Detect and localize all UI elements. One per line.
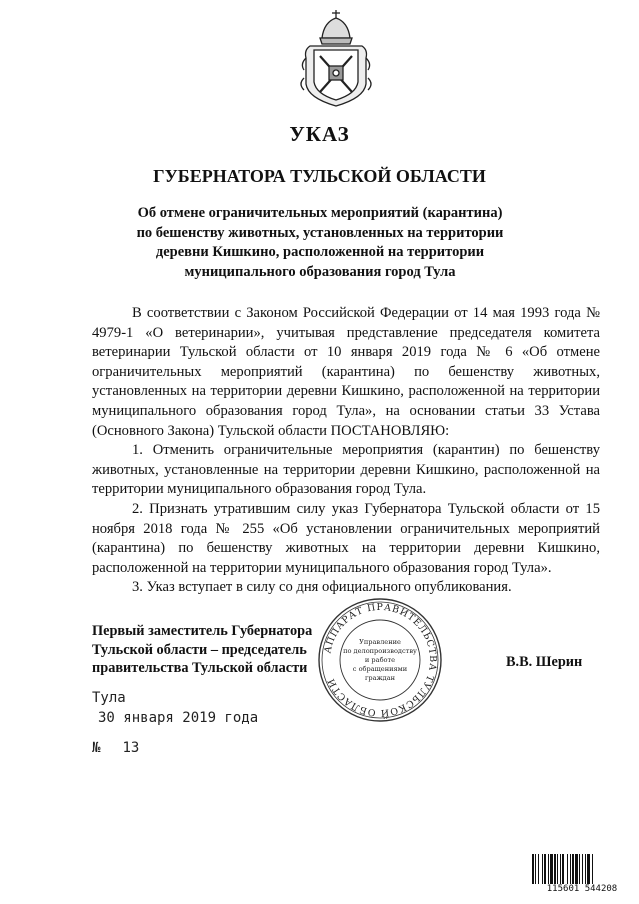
barcode-bar xyxy=(567,854,568,884)
barcode-bar xyxy=(570,854,571,884)
stamp-center-line: по делопроизводству xyxy=(343,647,417,655)
barcode-bar xyxy=(532,854,534,884)
document-subject xyxy=(100,204,540,282)
barcode-bar xyxy=(550,854,553,884)
barcode-bar xyxy=(554,854,556,884)
body-paragraph-preamble: В соответствии с Законом Российской Федерации от 14 мая 1993 года № 4979-1 «О ветеринарии», учитывая представление председателя комитета ветеринарии Тульской области от 10 января 2019 года № 6 «Об отмене ограничительных мероприятий (карантина) по бешенству животных, установленных на территории деревни Кишкино, расположенной на территории муниципального образования город Тула», на основании статьи 33 Устава (Основного Закона) Тульской области ПОСТАНОВЛЯЮ: xyxy=(92,305,600,439)
stamp-ring-text: АППАРАТ ПРАВИТЕЛЬСТВА ТУЛЬСКОЙ ОБЛАСТИ xyxy=(322,601,439,719)
barcode-bar xyxy=(542,854,543,884)
barcode-bar xyxy=(587,854,590,884)
barcode-bar xyxy=(548,854,549,884)
body-paragraph-1: 1. Отменить ограничительные мероприятия (карантин) по бешенству животных, установленные на территории деревни Кишкино, расположенной на территории муниципального образования город Тула. xyxy=(92,442,600,498)
document-body xyxy=(92,304,600,598)
issue-date: 30 января 2019 года xyxy=(98,710,259,726)
barcode-bar xyxy=(582,854,583,884)
document-title: УКАЗ xyxy=(289,122,350,146)
stamp-center-line: Управление xyxy=(359,638,401,646)
official-stamp xyxy=(316,596,444,724)
stamp-center-line: с обращениями xyxy=(352,665,408,673)
body-paragraph-2: 2. Признать утратившим силу указ Губернатора Тульской области от 15 ноября 2018 года № 255 «Об установлении ограничительных мероприятий (карантина) по бешенству животных на территории деревни Кишкино, расположенной на территории муниципального образования город Тула». xyxy=(92,500,600,576)
barcode-bar xyxy=(585,854,586,884)
subject-line: деревни Кишкино, расположенной на территории xyxy=(155,244,485,260)
barcode-bar xyxy=(572,854,574,884)
barcode-bar xyxy=(535,854,536,884)
stamp-center-line: и работе xyxy=(364,656,396,664)
signatory-position-line: правительства Тульской области xyxy=(92,660,308,676)
document-issuer: ГУБЕРНАТОРА ТУЛЬСКОЙ ОБЛАСТИ xyxy=(153,166,486,186)
barcode-number: 115601 544208 xyxy=(530,884,634,894)
number-value: 13 xyxy=(122,740,140,756)
barcode-bar xyxy=(538,854,539,884)
body-paragraph-3: 3. Указ вступает в силу со дня официального опубликования. xyxy=(132,579,512,596)
subject-line: по бешенству животных, установленных на территории xyxy=(136,224,504,241)
barcode-bar xyxy=(575,854,578,884)
barcode-bar xyxy=(579,854,580,884)
subject-line: муниципального образования город Тула xyxy=(184,263,456,280)
signatory-name: В.В. Шерин xyxy=(506,654,583,670)
number-sign: № xyxy=(92,740,101,756)
signatory-position-line: Первый заместитель Губернатора xyxy=(92,623,313,639)
barcode-bar xyxy=(592,854,593,884)
barcode-bar xyxy=(557,854,558,884)
document-number xyxy=(92,740,139,756)
barcode-bar xyxy=(562,854,564,884)
issue-city: Тула xyxy=(92,690,126,706)
coat-of-arms-emblem xyxy=(298,8,374,108)
signatory-position-line: Тульской области – председатель xyxy=(92,641,307,658)
signatory-position xyxy=(92,622,312,678)
subject-line: Об отмене ограничительных мероприятий (карантина) xyxy=(137,205,503,221)
barcode-bar xyxy=(544,854,546,884)
barcode-bar xyxy=(560,854,561,884)
stamp-center-line: граждан xyxy=(364,674,396,682)
